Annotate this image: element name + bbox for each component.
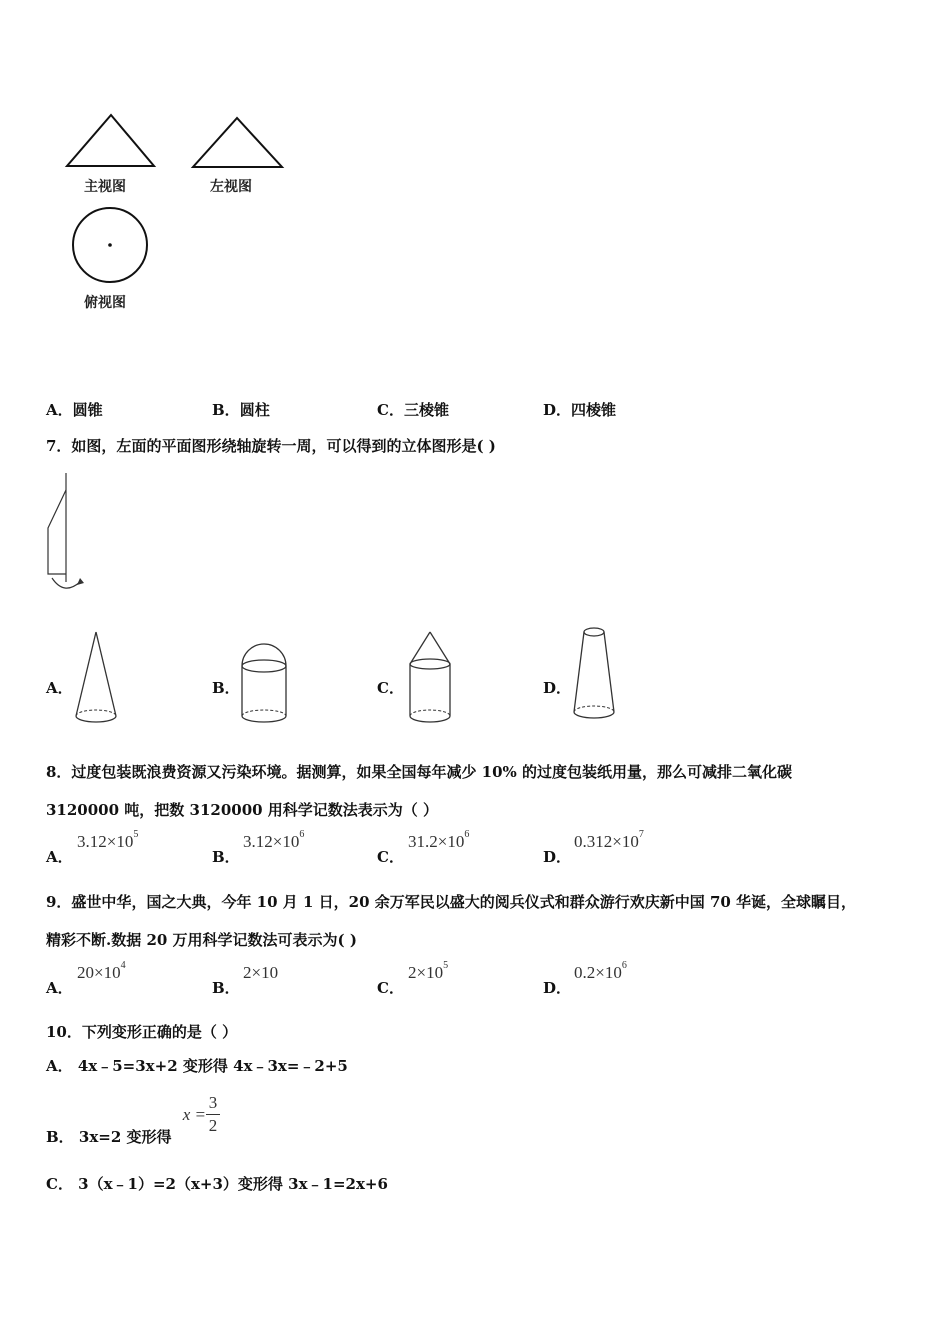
q9-option-b-letter: B． [212, 979, 240, 997]
q6-option-c[interactable]: C．三棱锥 [377, 401, 449, 419]
q9-option-d-letter: D． [543, 979, 572, 997]
q9-option-d-value: $0.2\times 10^6$ [574, 960, 627, 982]
q8-option-d-value: $0.312\times 10^7$ [574, 829, 644, 851]
q9-stem-line2: 精彩不断.数据 20 万用科学记数法可表示为( ) [46, 931, 357, 949]
q10-stem: 10．下列变形正确的是（ ） [46, 1023, 238, 1041]
q8-option-c-value: $31.2\times 10^6$ [408, 829, 470, 851]
q8-option-b[interactable] [212, 829, 372, 866]
left-view-triangle [190, 115, 286, 171]
q10-option-c[interactable]: C． 3（x﹣1）=2（x+3）变形得 3x﹣1=2x+6 [46, 1175, 388, 1193]
q10-option-a[interactable]: A． 4x﹣5=3x+2 变形得 4x﹣3x=﹣2+5 [46, 1057, 348, 1075]
q10-option-b[interactable] [46, 1092, 220, 1146]
q9-option-a-letter: A． [46, 979, 73, 997]
q8-option-b-value: $3.12\times 10^6$ [243, 829, 305, 851]
q10-option-b-equation: x = $\frac{3}{2}$ [183, 1094, 220, 1135]
q7-option-b[interactable]: B． [212, 679, 240, 697]
q7-plane-figure [42, 470, 92, 595]
q8-option-a-value: $3.12\times 10^5$ [77, 829, 139, 851]
q6-option-d[interactable]: D．四棱锥 [543, 401, 617, 419]
q10-option-b-prefix: B． 3x=2 变形得 [46, 1127, 172, 1146]
left-view-label: 左视图 [210, 179, 252, 195]
q8-option-a-letter: A． [46, 848, 73, 866]
q9-option-c-value: $2\times 10^5$ [408, 960, 449, 982]
q7-cone [70, 628, 122, 724]
q7-option-d[interactable]: D． [543, 679, 572, 697]
q6-option-b[interactable]: B．圆柱 [212, 401, 270, 419]
q9-option-c[interactable] [377, 960, 537, 997]
q8-stem-line1: 8．过度包装既浪费资源又污染环境。据测算，如果全国每年减少 10% 的过度包装纸用量，那么可减排二氧化碳 [46, 763, 793, 781]
q7-stem: 7．如图，左面的平面图形绕轴旋转一周，可以得到的立体图形是( ) [46, 437, 496, 455]
q7-frustum [568, 624, 622, 724]
q9-stem-line1: 9．盛世中华，国之大典，今年 10 月 1 日，20 余万军民以盛大的阅兵仪式和群众游行欢庆新中国 70 华诞，全球瞩目， [46, 893, 857, 911]
q7-option-c[interactable]: C． [377, 679, 404, 697]
q8-option-d[interactable] [543, 829, 713, 866]
q10-option-b-fraction: $\frac{3}{2}$ [206, 1094, 220, 1135]
q6-option-a[interactable]: A．圆锥 [46, 401, 103, 419]
q8-stem-line2: 3120000 吨，把数 3120000 用科学记数法表示为（ ） [46, 801, 439, 819]
q9-option-b[interactable] [212, 963, 372, 995]
q7-cylinder-hemisphere [236, 640, 292, 726]
front-view-triangle [64, 112, 158, 170]
q7-option-a[interactable]: A． [46, 679, 73, 697]
top-view-circle [70, 205, 152, 287]
q8-option-c-letter: C． [377, 848, 404, 866]
q7-cone-on-cylinder [402, 628, 458, 726]
q8-option-b-letter: B． [212, 848, 240, 866]
q9-option-a-value: $20\times 10^4$ [77, 960, 126, 982]
front-view-label: 主视图 [84, 179, 126, 195]
q9-option-c-letter: C． [377, 979, 404, 997]
q8-option-d-letter: D． [543, 848, 572, 866]
q9-option-d[interactable] [543, 960, 713, 997]
q8-option-c[interactable] [377, 829, 537, 866]
q9-option-b-value: 2×10 [243, 963, 279, 982]
q9-option-a[interactable] [46, 960, 206, 997]
top-view-label: 俯视图 [84, 295, 126, 311]
q8-option-a[interactable] [46, 829, 206, 866]
